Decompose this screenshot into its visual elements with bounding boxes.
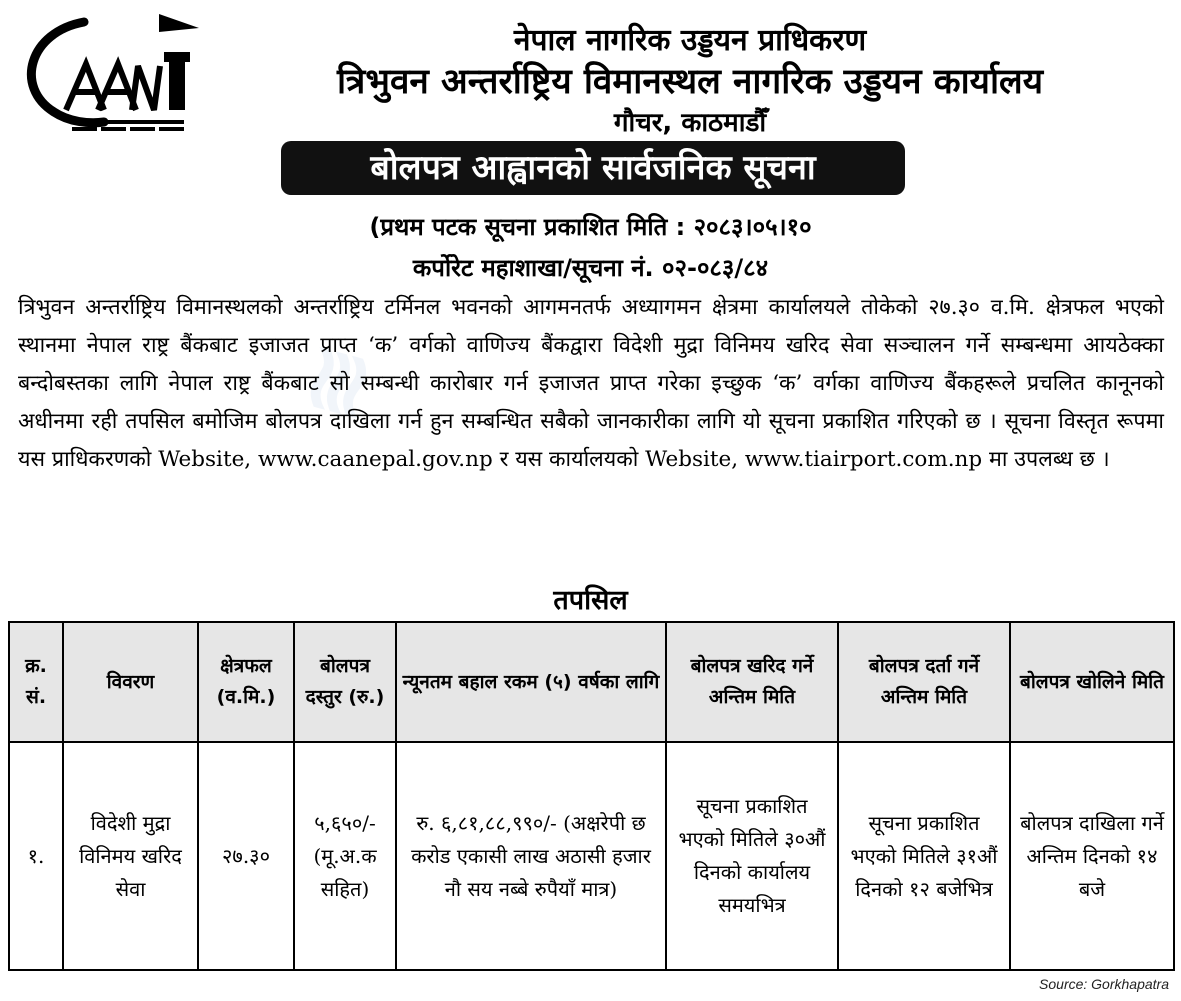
office-name: त्रिभुवन अन्तर्राष्ट्रिय विमानस्थल नागरिक उड्डयन कार्यालय [336,62,1044,102]
authority-name: नेपाल नागरिक उड्डयन प्राधिकरण [513,23,867,58]
notice-body: त्रिभुवन अन्तर्राष्ट्रिय विमानस्थलको अन्तर्राष्ट्रिय टर्मिनल भवनको आगमनतर्फ अध्यागमन क्षेत्रमा कार्यालयले तोकेको २७.३० व.मि. क्षेत्रफल भएको स्थानमा नेपाल राष्ट्र बैंकबाट इजाजत प्राप्त ‘क’ वर्गको वाणिज्य बैंकद्वारा विदेशी मुद्रा विनिमय खरिद सेवा सञ्चालन गर्ने सम्बन्धमा आयठेक्का बन्दोबस्तका लागि नेपाल राष्ट्र बैंकबाट सो सम्बन्धी कारोबार गर्न इजाजत प्राप्त गरेका इच्छुक ‘क’ वर्गका वाणिज्य बैंकहरूले प्रचलित कानूनको अधीनमा रही तपसिल बमोजिम बोलपत्र दाखिला गर्न हुन सम्बन्धित सबैको जानकारीका लागि यो सूचना प्रकाशित गरिएको छ । सूचना विस्तृत रूपमा यस प्राधिकरणको Website, www.caanepal.gov.np र यस कार्यालयको Website, www.tiairport.com.np मा उपलब्ध छ । [18,295,1164,472]
notice-title: बोलपत्र आह्वानको सार्वजनिक सूचना [281,141,905,195]
header-submission-deadline: बोलपत्र दर्ता गर्ने अन्तिम मिति [838,622,1010,742]
office-location: गौचर, काठमाडौँ [613,108,767,138]
notice-reference: कर्पोरेट महाशाखा/सूचना नं. ०२-०८३/८४ [412,254,769,282]
table-header-row [9,622,1174,742]
cell-area: २७.३० [198,742,294,970]
cell-submission-deadline: सूचना प्रकाशित भएको मितिले ३१औं दिनको १२ बजेभित्र [838,742,1010,970]
header-description: विवरण [63,622,198,742]
header-purchase-deadline: बोलपत्र खरिद गर्ने अन्तिम मिति [666,622,838,742]
header-opening-date: बोलपत्र खोलिने मिति [1010,622,1174,742]
header-fee: बोलपत्र दस्तुर (रु.) [294,622,396,742]
cell-sn: १. [9,742,63,970]
cell-purchase-deadline: सूचना प्रकाशित भएको मितिले ३०औं दिनको कार्यालय समयभित्र [666,742,838,970]
schedule-title: तपसिल [553,585,628,616]
schedule-table [8,621,1175,971]
watermark-decoration: ≋ [280,333,397,432]
cell-fee: ५,६५०/- (मू.अ.क सहित) [294,742,396,970]
cell-description: विदेशी मुद्रा विनिमय खरिद सेवा [63,742,198,970]
first-published-date: (प्रथम पटक सूचना प्रकाशित मिति : २०८३।०५।१० [369,213,812,241]
header-sn: क्र. सं. [9,622,63,742]
header-rent: न्यूनतम बहाल रकम (५) वर्षका लागि [396,622,666,742]
cell-opening-date: बोलपत्र दाखिला गर्ने अन्तिम दिनको १४ बजे [1010,742,1174,970]
table-row [9,742,1174,970]
cell-rent: रु. ६,८१,८८,९९०/- (अक्षरेपी छ करोड एकासी लाख अठासी हजार नौ सय नब्बे रुपैयाँ मात्र) [396,742,666,970]
header-area: क्षेत्रफल (व.मि.) [198,622,294,742]
caan-logo [14,12,204,137]
source-credit: Source: Gorkhapatra [1039,976,1169,992]
